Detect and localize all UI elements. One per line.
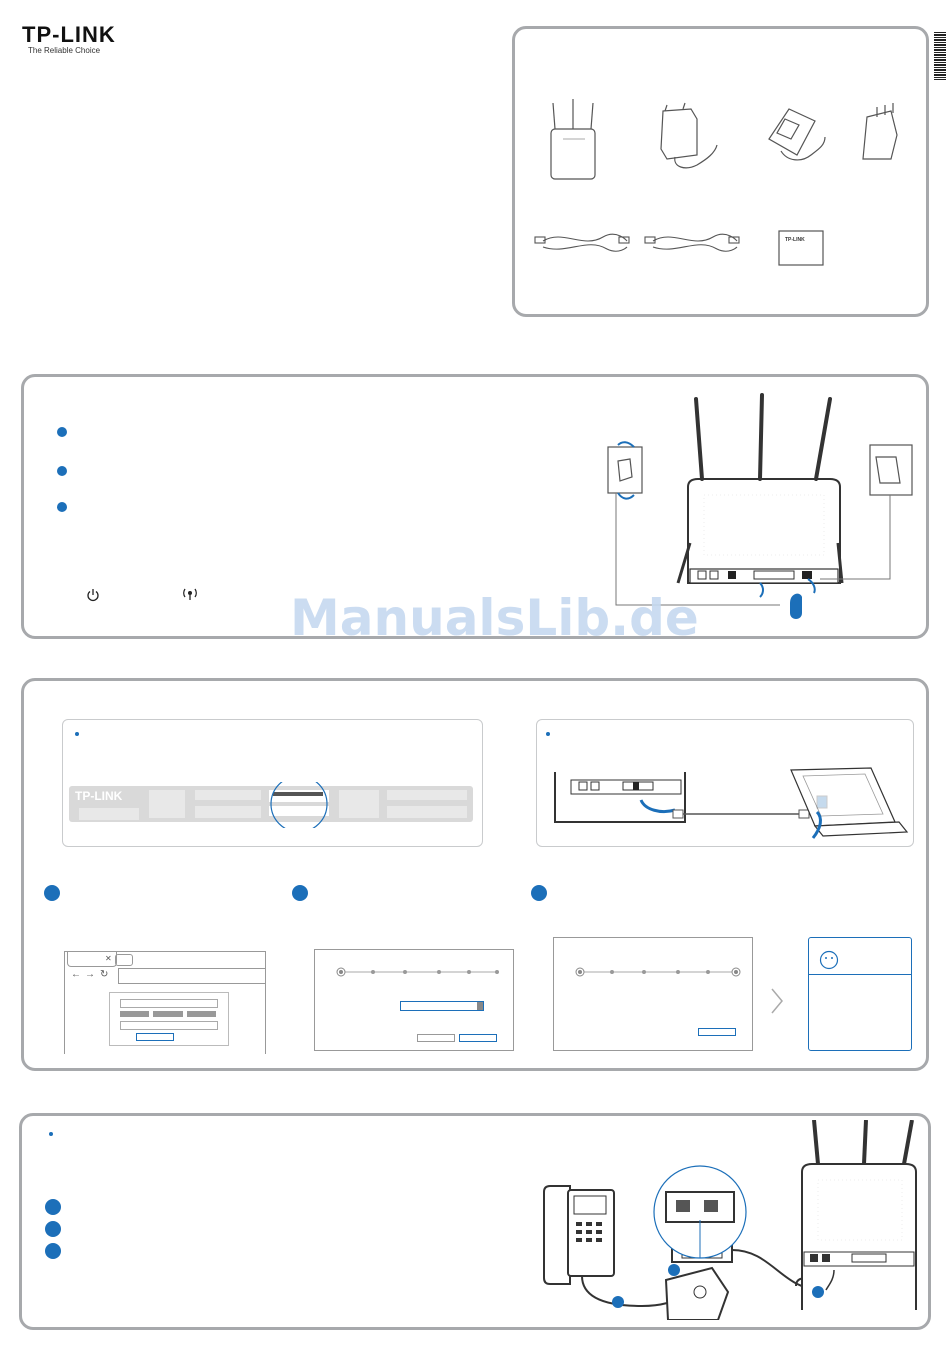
setup-step-1-dot (44, 885, 60, 901)
splitter-illustration (769, 109, 825, 160)
password-field[interactable] (120, 999, 218, 1008)
login-button[interactable] (136, 1033, 174, 1041)
step-bullet-1 (57, 427, 67, 437)
laptop-connection-subpanel (536, 719, 914, 847)
setup-step-2-dot (292, 885, 308, 901)
wireless-icon (182, 587, 198, 601)
quick-setup-panel (21, 678, 929, 1071)
chevron-right-icon (769, 987, 785, 1015)
package-contents-panel (512, 26, 929, 317)
finish-progress (574, 966, 744, 978)
connect-bullet (546, 732, 550, 736)
power-adapter-illustration (661, 103, 717, 168)
chevron-down-icon (477, 1002, 483, 1010)
region-select[interactable] (400, 1001, 484, 1011)
router-label-subpanel (62, 719, 483, 847)
back-button[interactable] (417, 1034, 455, 1042)
quick-guide-illustration (779, 231, 823, 265)
phone-connection-illustration (532, 1120, 922, 1320)
next-button[interactable] (459, 1034, 497, 1042)
forward-icon: → (85, 969, 95, 980)
label-logo: TP-LINK (75, 789, 123, 803)
label-bullet (75, 732, 79, 736)
back-icon: ← (71, 969, 81, 980)
logo-text: TP-LINK (22, 22, 116, 47)
phone-cable-illustration (645, 234, 739, 251)
login-dialog (109, 992, 229, 1046)
setup-wizard-mockup (314, 949, 514, 1051)
laptop-connection-illustration (541, 742, 911, 842)
confirm-password-field[interactable] (120, 1021, 218, 1030)
phone-step-2-dot (45, 1221, 61, 1237)
phone-note-bullet (49, 1132, 53, 1136)
step-bullet-3 (57, 502, 67, 512)
package-contents-illustration (515, 29, 926, 314)
step-bullet-2 (57, 466, 67, 476)
reload-icon: ↻ (100, 969, 109, 980)
success-card (808, 937, 912, 1051)
phone-step-3-dot (45, 1243, 61, 1259)
brand-logo (22, 22, 116, 55)
product-label-illustration (69, 782, 473, 828)
browser-login-mockup (64, 951, 266, 1054)
watermark: ManualsLib.de (290, 589, 699, 647)
guide-logo: TP-LINK (785, 237, 805, 243)
power-icon (86, 588, 100, 602)
strength-bar (120, 1011, 216, 1017)
router-illustration (551, 99, 595, 179)
barcode (934, 32, 946, 80)
new-tab (115, 954, 133, 966)
wizard-progress (335, 966, 505, 978)
success-divider (809, 974, 911, 975)
hardware-connection-panel (21, 374, 929, 647)
phone-connection-panel (19, 1113, 931, 1330)
logo-tagline: The Reliable Choice (28, 46, 101, 55)
setup-step-3-dot (531, 885, 547, 901)
close-icon: ✕ (105, 954, 112, 963)
ethernet-cable-illustration (535, 234, 629, 251)
phone-step-1-dot (45, 1199, 61, 1215)
save-button[interactable] (698, 1028, 736, 1036)
smiley-icon (819, 950, 839, 970)
setup-finish-mockup (553, 937, 753, 1051)
phone-adapter-illustration (863, 103, 897, 159)
address-bar[interactable] (118, 968, 266, 984)
